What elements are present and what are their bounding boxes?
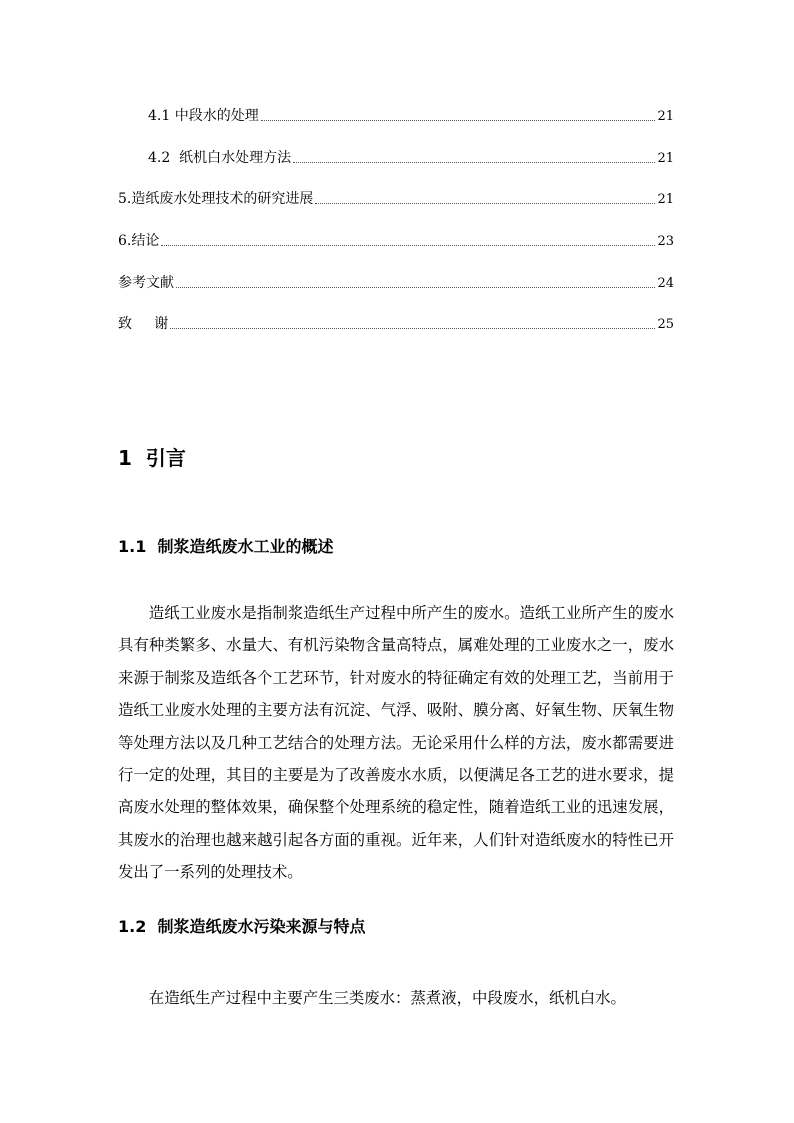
- toc-dot-leader: [261, 120, 656, 121]
- toc-entry-page: 24: [657, 275, 674, 291]
- toc-entry[interactable]: [118, 189, 674, 210]
- toc-entry-page: 21: [657, 192, 674, 208]
- overview-paragraph: 造纸工业废水是指制浆造纸生产过程中所产生的废水。造纸工业所产生的废水具有种类繁多、水量大、有机污染物含量高特点，属难处理的工业废水之一，废水来源于制浆及造纸各个工艺环节，针对废水的特征确定有效的处理工艺，当前用于造纸工业废水处理的主要方法有沉淀、气浮、吸附、膜分离、好氧生物、厌氧生物等处理方法以及几种工艺结合的处理方法。无论采用什么样的方法，废水都需要进行一定的处理，其目的主要是为了改善废水水质，以便满足各工艺的进水要求，提高废水处理的整体效果，确保整个处理系统的稳定性，随着造纸工业的迅速发展，其废水的治理也越来越引起各方面的重视。近年来，人们针对造纸废水的特性已开发出了一系列的处理技术。: [118, 604, 674, 882]
- toc-entry-label: 参考文献: [118, 274, 174, 291]
- toc-entry-label: 6.结论: [118, 233, 160, 250]
- table-of-contents: [118, 106, 674, 356]
- subsection-heading-pollution-sources: 1.2 制浆造纸废水污染来源与特点: [118, 917, 366, 936]
- toc-entry-page: 23: [657, 234, 674, 250]
- toc-dot-leader: [176, 287, 655, 288]
- toc-dot-leader: [293, 162, 655, 163]
- toc-entry-label: 4.2 纸机白水处理方法: [148, 149, 292, 166]
- section-heading-introduction: 1 引言: [118, 446, 186, 470]
- toc-entry[interactable]: [118, 314, 674, 335]
- toc-entry-label: 5.造纸废水处理技术的研究进展: [118, 191, 314, 208]
- toc-entry-page: 21: [657, 150, 674, 166]
- toc-entry-label: 4.1 中段水的处理: [148, 108, 259, 124]
- toc-dot-leader: [170, 328, 655, 329]
- toc-entry[interactable]: [118, 231, 674, 252]
- toc-dot-leader: [161, 245, 655, 246]
- toc-entry-page: 21: [657, 109, 674, 124]
- toc-entry[interactable]: [118, 106, 674, 127]
- subsection-heading-overview: 1.1 制浆造纸废水工业的概述: [118, 537, 334, 556]
- pollution-sources-paragraph: 在造纸生产过程中主要产生三类废水：蒸煮液，中段废水，纸机白水。: [148, 989, 626, 1007]
- toc-entry[interactable]: [118, 148, 674, 169]
- toc-dot-leader: [315, 203, 655, 204]
- toc-entry-page: 25: [657, 317, 674, 333]
- toc-entry-label: 致 谢: [118, 316, 169, 333]
- toc-entry[interactable]: [118, 273, 674, 294]
